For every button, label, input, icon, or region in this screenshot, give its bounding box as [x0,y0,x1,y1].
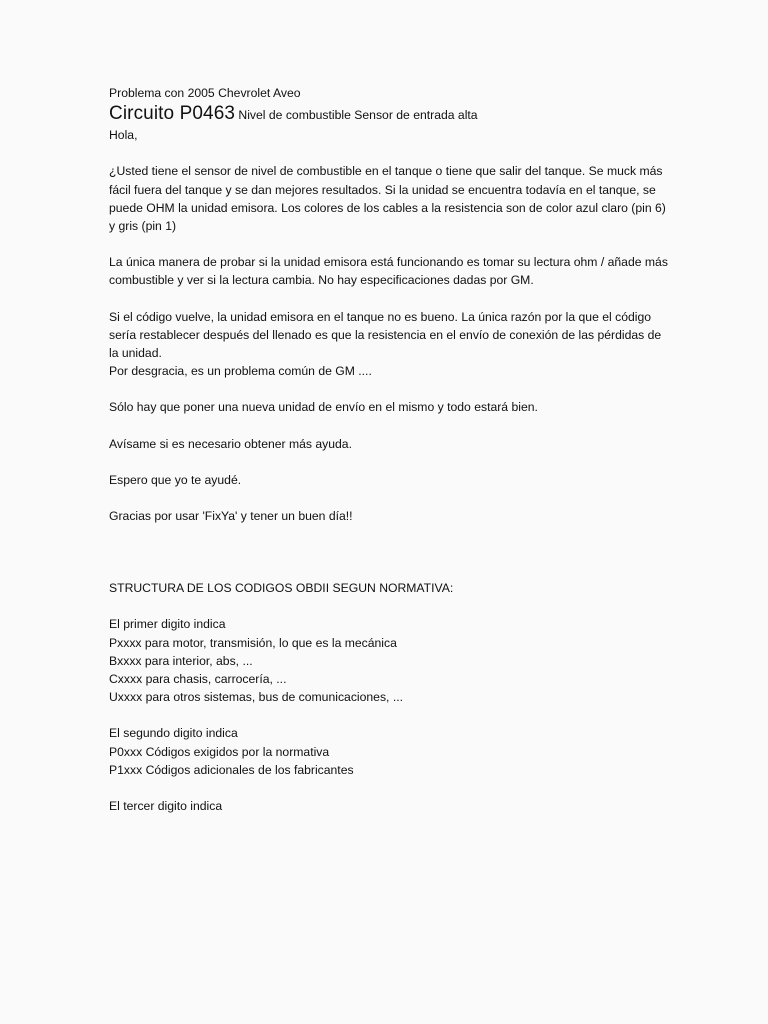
list-item: Cxxxx para chasis, carrocería, ... [109,672,287,687]
list-item: Uxxxx para otros sistemas, bus de comunicaciones, ... [109,690,403,705]
first-digit-heading: El primer digito indica [109,617,226,632]
paragraph-sensor-location: ¿Usted tiene el sensor de nivel de combustible en el tanque o tiene que salir del tanque. Se muck más fácil fuera del tanque y se dan mejores resultados. Si la unidad se encuentra todavía en el tanque, se puede OHM la unidad emisora. Los colores de los cables a la resistencia son de color azul claro (pin 6) y gris (pin 1) [109,164,666,234]
paragraph-common-problem: Por desgracia, es un problema común de GM .... [109,364,372,379]
third-digit-heading: El tercer digito indica [109,799,223,814]
paragraph-help: Avísame si es necesario obtener más ayuda. [109,436,352,451]
title-code: Circuito P0463 [109,103,236,125]
second-digit-heading: El segundo digito indica [109,726,238,741]
list-item: Bxxxx para interior, abs, ... [109,653,253,668]
list-item: P0xxx Códigos exigidos por la normativa [109,744,330,759]
document-title [109,103,669,125]
paragraph-testing: La única manera de probar si la unidad emisora está funcionando es tomar su lectura ohm / añade más combustible y ver si la lectura cambia. No hay especificaciones dadas por GM. [109,255,668,288]
first-digit-section [109,615,669,706]
paragraph-solution: Sólo hay que poner una nueva unidad de envío en el mismo y todo estará bien. [109,400,538,415]
document-body [109,84,669,815]
second-digit-section [109,724,669,779]
list-item: Pxxxx para motor, transmisión, lo que es la mecánica [109,635,397,650]
list-item: P1xxx Códigos adicionales de los fabricantes [109,762,354,777]
paragraph-thanks: Gracias por usar 'FixYa' y tener un buen día!! [109,509,353,524]
section-heading: STRUCTURA DE LOS CODIGOS OBDII SEGUN NORMATIVA: [109,581,454,596]
paragraph-code-return: Si el código vuelve, la unidad emisora en el tanque no es bueno. La única razón por la que el código sería restablecer después del llenado es que la resistencia en el envío de conexión de las pérdidas de la unidad. [109,309,662,361]
paragraph-hope: Espero que yo te ayudé. [109,472,242,487]
document-subtitle: Problema con 2005 Chevrolet Aveo [109,86,301,100]
title-description: Nivel de combustible Sensor de entrada alta [238,108,478,123]
greeting: Hola, [109,128,138,143]
